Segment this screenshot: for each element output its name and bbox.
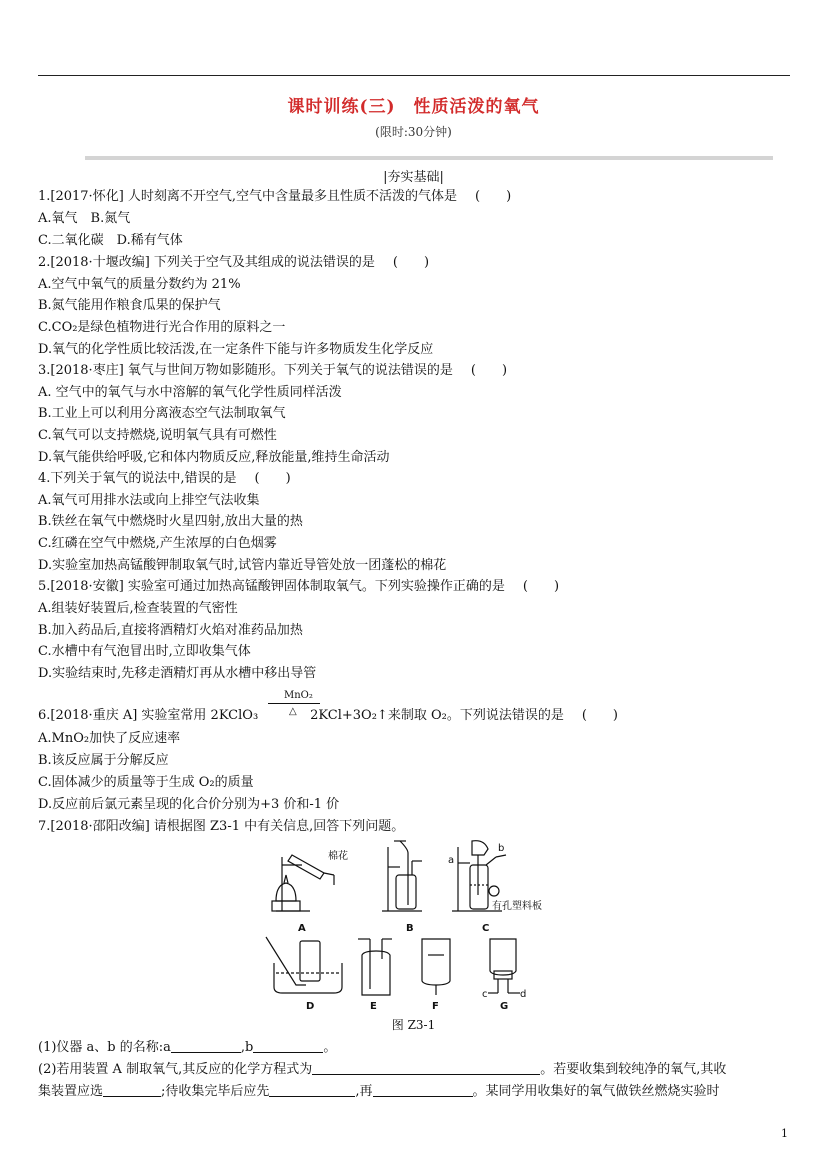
q6-option-a: A.MnO₂加快了反应速率 [38,731,181,746]
q4-stem: 4.下列关于氧气的说法中,错误的是 ( ) [38,471,291,486]
answer-blank-first-step[interactable] [269,1082,355,1097]
q2-option-d: D.氧气的化学性质比较活泼,在一定条件下能与许多物质发生化学反应 [38,342,434,357]
q1-stem: 1.[2017·怀化] 人时刻离不开空气,空气中含量最多且性质不活泼的气体是 ( ) [38,189,512,204]
apparatus-b [382,841,422,911]
figure-caption: 图 Z3-1 [391,1018,436,1032]
label-A: A [298,923,306,934]
q1-option-ab: A.氧气 B.氮气 [38,211,131,226]
apparatus-g [488,939,520,993]
label-d: d [520,989,527,1000]
answer-blank-a[interactable] [171,1038,241,1053]
q4-option-b: B.铁丝在氧气中燃烧时火星四射,放出大量的热 [38,514,303,529]
q5-option-d: D.实验结束时,先移走酒精灯再从水槽中移出导管 [38,666,317,681]
q4-option-a: A.氧气可用排水法或向上排空气法收集 [38,493,260,508]
q5-stem: 5.[2018·安徽] 实验室可通过加热高锰酸钾固体制取氧气。下列实验操作正确的是 ( ) [38,579,560,594]
label-B: B [406,923,414,934]
equation-catalyst: MnO₂ [284,690,313,701]
q3-stem: 3.[2018·枣庄] 氧气与世间万物如影随形。下列关于氧气的说法错误的是 ( ) [38,363,508,378]
q6-stem: 6.[2018·重庆 A] 实验室常用 2KClO₃ 2KCl+3O₂↑来制取 O₂。下列说法错误的是 ( ) [38,708,618,723]
label-F: F [432,1001,439,1012]
q7-sub2-line1: (2)若用装置 A 制取氧气,其反应的化学方程式为 。若要收集到较纯净的氧气,其收 [38,1062,727,1077]
q2-option-a: A.空气中氧气的质量分数约为 21% [38,277,241,292]
page-title: 课时训练(三) 性质活泼的氧气 [287,97,540,117]
label-cotton: 棉花 [328,851,348,862]
label-E: E [370,1001,377,1012]
q4-option-d: D.实验室加热高锰酸钾制取氧气时,试管内靠近导管处放一团蓬松的棉花 [38,558,447,573]
q5-option-a: A.组装好装置后,检查装置的气密性 [38,601,238,616]
q3-option-b: B.工业上可以利用分离液态空气法制取氧气 [38,406,286,421]
section-heading: |夯实基础| [383,170,444,185]
q2-stem: 2.[2018·十堰改编] 下列关于空气及其组成的说法错误的是 ( ) [38,255,430,270]
apparatus-d [266,937,342,993]
apparatus-e [358,939,392,995]
apparatus-f [422,939,450,995]
page-number: 1 [781,1127,788,1140]
label-G: G [500,1001,509,1012]
q3-option-c: C.氧气可以支持燃烧,说明氧气具有可燃性 [38,428,277,443]
answer-blank-b[interactable] [253,1038,323,1053]
q6-option-b: B.该反应属于分解反应 [38,753,169,768]
q2-option-c: C.CO₂是绿色植物进行光合作用的原料之一 [38,320,286,335]
label-board: 有孔塑料板 [492,901,542,912]
q6-option-c: C.固体减少的质量等于生成 O₂的质量 [38,775,254,790]
label-D: D [306,1001,315,1012]
divider [85,156,773,160]
apparatus-a [272,855,334,911]
label-a: a [448,855,455,866]
time-limit: (限时:30分钟) [375,125,452,139]
top-rule [38,75,790,76]
q6-option-d: D.反应前后氯元素呈现的化合价分别为+3 价和-1 价 [38,797,340,812]
q3-option-a: A. 空气中的氧气与水中溶解的氧气化学性质同样活泼 [38,385,342,400]
answer-blank-second-step[interactable] [373,1082,473,1097]
q2-option-b: B.氮气能用作粮食瓜果的保护气 [38,298,221,313]
q7-sub2-line2: 集装置应选 ;待收集完毕后应先 ,再 。某同学用收集好的氧气做铁丝燃烧实验时 [38,1084,720,1099]
label-C: C [482,923,490,934]
label-c: c [482,989,488,1000]
q7-sub1: (1)仪器 a、b 的名称:a ,b 。 [38,1040,337,1055]
answer-blank-collector[interactable] [103,1082,161,1097]
equation-condition: △ [289,706,297,717]
q4-option-c: C.红磷在空气中燃烧,产生浓厚的白色烟雾 [38,536,277,551]
label-b: b [498,843,505,854]
q5-option-b: B.加入药品后,直接将酒精灯火焰对准药品加热 [38,623,303,638]
answer-blank-equation[interactable] [312,1060,540,1075]
q1-option-cd: C.二氧化碳 D.稀有气体 [38,233,183,248]
q5-option-c: C.水槽中有气泡冒出时,立即收集气体 [38,644,251,659]
equation-arrow-bar [268,703,320,704]
apparatus-figure [262,835,572,1017]
q3-option-d: D.氧气能供给呼吸,它和体内物质反应,释放能量,维持生命活动 [38,450,390,465]
q7-stem: 7.[2018·邵阳改编] 请根据图 Z3-1 中有关信息,回答下列问题。 [38,819,405,834]
